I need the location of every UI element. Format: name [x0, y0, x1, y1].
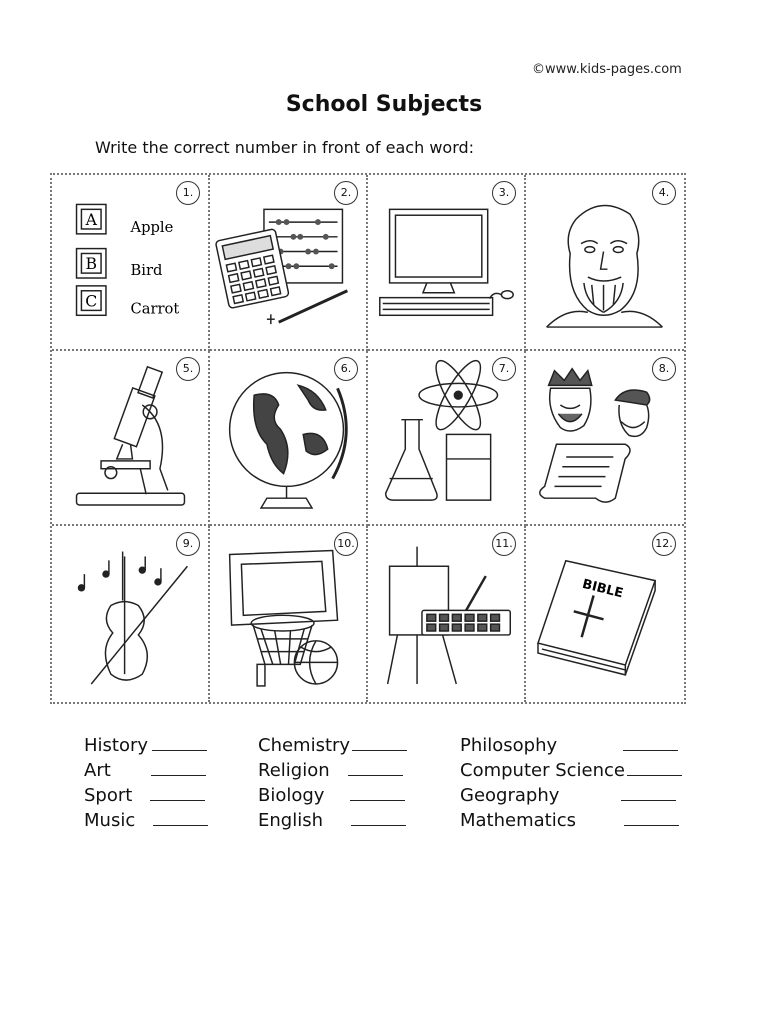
- cell-number: 12.: [652, 532, 676, 556]
- picture-cell-3: [368, 175, 526, 351]
- block-word: Carrot: [130, 300, 180, 318]
- word-entry: [84, 785, 205, 806]
- block-letter: B: [85, 254, 98, 274]
- word-entry: [460, 735, 678, 756]
- cell-number: 1.: [176, 181, 200, 205]
- picture-cell-2: [210, 175, 368, 351]
- alphabet-blocks-icon: [52, 175, 208, 349]
- picture-cell-9: [52, 526, 210, 702]
- chemistry-flasks-icon: [368, 351, 524, 525]
- microscope-icon: [52, 351, 208, 525]
- violin-notes-icon: [52, 526, 208, 702]
- block-letter: C: [85, 291, 98, 311]
- answer-blank[interactable]: [348, 774, 403, 776]
- answer-blank[interactable]: [627, 774, 682, 776]
- word-label: Philosophy: [460, 735, 558, 756]
- word-entry: [258, 810, 406, 831]
- word-entry: [84, 810, 208, 831]
- basketball-hoop-icon: [210, 526, 366, 702]
- copyright-text: ©www.kids-pages.com: [532, 62, 682, 77]
- word-label: Computer Science: [460, 760, 625, 781]
- word-label: Geography: [460, 785, 560, 806]
- answer-blank[interactable]: [623, 749, 678, 751]
- answer-blank[interactable]: [624, 824, 679, 826]
- calculator-abacus-icon: [210, 175, 366, 349]
- word-label: Mathematics: [460, 810, 576, 831]
- cell-number: 9.: [176, 532, 200, 556]
- word-label: Biology: [258, 785, 325, 806]
- picture-cell-6: [210, 351, 368, 527]
- instruction-text: Write the correct number in front of each word:: [95, 138, 475, 157]
- cell-number: 8.: [652, 357, 676, 381]
- word-label: Religion: [258, 760, 330, 781]
- cell-number: 2.: [334, 181, 358, 205]
- word-label: Music: [84, 810, 136, 831]
- cell-number: 3.: [492, 181, 516, 205]
- word-label: Art: [84, 760, 111, 781]
- book-label: BIBLE: [580, 577, 625, 602]
- picture-grid: [50, 173, 686, 704]
- picture-cell-10: [210, 526, 368, 702]
- word-entry: [84, 760, 206, 781]
- answer-blank[interactable]: [151, 774, 206, 776]
- block-word: Bird: [130, 262, 163, 280]
- word-entry: [258, 760, 403, 781]
- philosopher-bust-icon: [526, 175, 684, 349]
- answer-blank[interactable]: [351, 824, 406, 826]
- word-entry: [84, 735, 207, 756]
- picture-cell-12: [526, 526, 684, 702]
- picture-cell-1: [52, 175, 210, 351]
- answer-blank[interactable]: [350, 799, 405, 801]
- word-label: Sport: [84, 785, 133, 806]
- answer-blank[interactable]: [150, 799, 205, 801]
- picture-cell-11: [368, 526, 526, 702]
- word-entry: [460, 810, 679, 831]
- easel-paints-icon: [368, 526, 524, 702]
- word-label: English: [258, 810, 323, 831]
- picture-cell-7: [368, 351, 526, 527]
- cell-number: 4.: [652, 181, 676, 205]
- answer-blank[interactable]: [621, 799, 676, 801]
- answer-blank[interactable]: [152, 749, 207, 751]
- word-entry: [460, 760, 682, 781]
- cell-number: 5.: [176, 357, 200, 381]
- cell-number: 10.: [334, 532, 358, 556]
- answer-blank[interactable]: [352, 749, 407, 751]
- picture-cell-8: [526, 351, 684, 527]
- picture-cell-5: [52, 351, 210, 527]
- word-label: Chemistry: [258, 735, 351, 756]
- historical-figures-icon: [526, 351, 684, 525]
- computer-icon: [368, 175, 524, 349]
- block-word: Apple: [130, 218, 174, 236]
- word-entry: [258, 785, 405, 806]
- bible-book-icon: [526, 526, 684, 702]
- cell-number: 7.: [492, 357, 516, 381]
- word-list: [84, 735, 694, 845]
- page-title: School Subjects: [285, 92, 483, 117]
- word-entry: [460, 785, 676, 806]
- word-label: History: [84, 735, 149, 756]
- cell-number: 11.: [492, 532, 516, 556]
- globe-icon: [210, 351, 366, 525]
- cell-number: 6.: [334, 357, 358, 381]
- picture-cell-4: [526, 175, 684, 351]
- block-letter: A: [85, 210, 97, 230]
- word-entry: [258, 735, 407, 756]
- answer-blank[interactable]: [153, 824, 208, 826]
